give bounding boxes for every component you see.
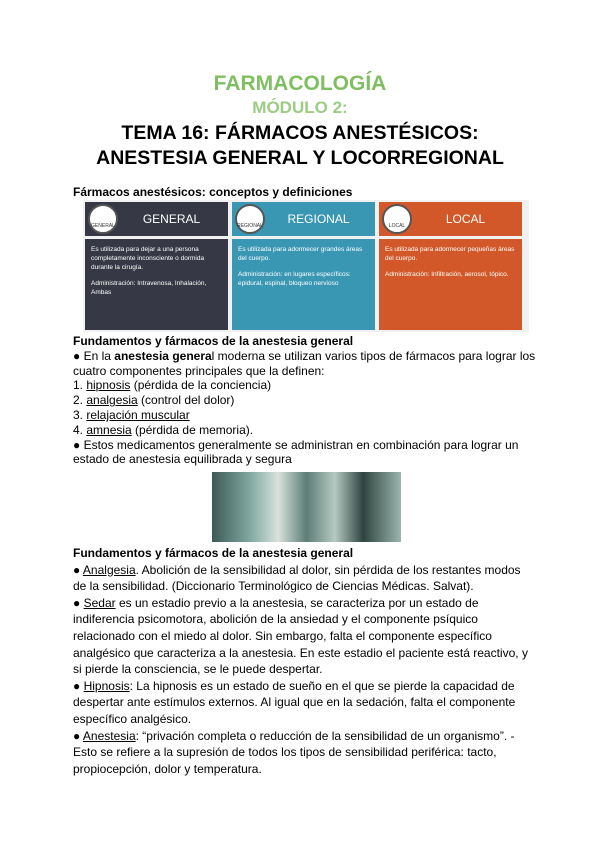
- paragraph: ● En la anestesia general moderna se utilizan varios tipos de fármacos para lograr los cuatro componentes principales que la definen:: [73, 348, 536, 378]
- anesthesia-types-infographic: [83, 200, 529, 332]
- list-item: 3. relajación muscular: [73, 407, 190, 422]
- definition: ● Analgesia. Abolición de la sensibilidad al dolor, sin pérdida de los restantes modos de la sensibilidad. (Diccionario Terminológico de Ciencias Médicas. Salvat).: [73, 562, 521, 594]
- card-body: Es utilizada para dejar a una persona completamente inconsciente o dormida durante la cirugía. Administración: Intravenosa, Inhalación, Ambas: [85, 239, 228, 330]
- section-heading: Fundamentos y fármacos de la anestesia general: [73, 546, 354, 560]
- document-title: FARMACOLOGÍA: [213, 72, 387, 95]
- regional-badge-icon: REGIONAL: [235, 204, 265, 234]
- definition: ● Sedar es un estadio previo a la anestesia, se caracteriza por un estado de indiferencia psicomotora, abolición de la ansiedad y el componente psíquico relacionado con el miedo al dolor. Sin embargo, falta el componente específico analgésico que caracteriza a la anestesia. En este estadio el paciente está reactivo, y si pierde la consciencia, se le puede despertar.: [73, 595, 528, 677]
- card-local: [379, 202, 522, 330]
- section-definitions: [73, 545, 533, 777]
- card-body: Es utilizada para adormecer grandes áreas del cuerpo. Administración: en lugares específicos: epidural, espinal, bloqueo nervioso: [232, 239, 375, 330]
- section-heading: Fundamentos y fármacos de la anestesia general: [73, 334, 354, 348]
- card-regional: [232, 202, 375, 330]
- section-heading: Fármacos anestésicos: conceptos y definiciones: [73, 185, 353, 199]
- section-general-components: [73, 334, 543, 467]
- card-header: GENERAL GENERAL: [85, 202, 228, 236]
- definition: ● Anestesia: “privación completa o reducción de la sensibilidad de un organismo”. - Esto se refiere a la supresión de todos los tipos de sensibilidad periférica: tacto, propiocepción, dolor y temperatura.: [73, 728, 515, 776]
- topic-title: TEMA 16: FÁRMACOS ANESTÉSICOS: ANESTESIA GENERAL Y LOCORREGIONAL: [96, 122, 504, 169]
- module-label: MÓDULO 2:: [252, 98, 348, 117]
- local-badge-icon: LOCAL: [382, 204, 412, 234]
- card-header: REGIONAL REGIONAL: [232, 202, 375, 236]
- card-header: LOCAL LOCAL: [379, 202, 522, 236]
- list-item: 4. amnesia (pérdida de memoria).: [73, 422, 254, 437]
- operating-room-photo: [212, 472, 401, 542]
- definition: ● Hipnosis: La hipnosis es un estado de sueño en el que se pierde la capacidad de despertar ante estímulos externos. Al igual que en la sedación, falta el componente específico analgésico.: [73, 678, 516, 726]
- card-general: [85, 202, 228, 330]
- card-body: Es utilizada para adormecer pequeñas áreas del cuerpo. Administración: Infiltración, aerosol, tópico.: [379, 239, 522, 330]
- paragraph: ● Estos medicamentos generalmente se administran en combinación para lograr un estado de anestesia equilibrada y segura: [73, 437, 519, 467]
- list-item: 1. hipnosis (pérdida de la conciencia): [73, 378, 272, 393]
- list-item: 2. analgesia (control del dolor): [73, 393, 235, 408]
- general-badge-icon: GENERAL: [88, 204, 118, 234]
